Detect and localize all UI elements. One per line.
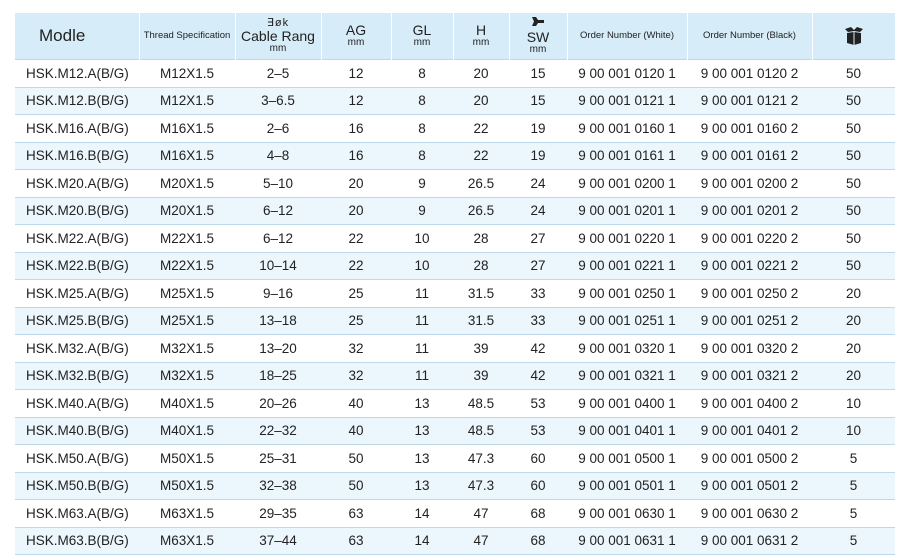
header-row	[15, 13, 895, 60]
cell-thread: M50X1.5	[139, 445, 235, 473]
cell-model: HSK.M22.A(B/G)	[15, 225, 139, 253]
header-model: Modle	[15, 13, 139, 60]
cell-h: 47	[453, 500, 509, 528]
cell-cable-range: 3–6.5	[235, 87, 321, 115]
table-row	[15, 252, 895, 280]
cell-h: 48.5	[453, 417, 509, 445]
cell-order-black: 9 00 001 0201 2	[687, 197, 812, 225]
cell-cable-range: 5–10	[235, 170, 321, 198]
cell-model: HSK.M32.A(B/G)	[15, 335, 139, 363]
cell-ag: 20	[321, 197, 391, 225]
cell-ag: 40	[321, 417, 391, 445]
cell-order-white: 9 00 001 0501 1	[567, 472, 687, 500]
cell-package-qty: 5	[812, 500, 895, 528]
cell-sw: 27	[509, 252, 567, 280]
cell-cable-range: 13–18	[235, 307, 321, 335]
cell-package-qty: 50	[812, 170, 895, 198]
cell-ag: 12	[321, 60, 391, 88]
table-row	[15, 87, 895, 115]
cell-model: HSK.M12.A(B/G)	[15, 60, 139, 88]
cell-model: HSK.M25.A(B/G)	[15, 280, 139, 308]
cell-order-white: 9 00 001 0161 1	[567, 142, 687, 170]
cell-ag: 25	[321, 307, 391, 335]
cell-gl: 13	[391, 390, 453, 418]
cell-order-white: 9 00 001 0500 1	[567, 445, 687, 473]
cell-order-black: 9 00 001 0250 2	[687, 280, 812, 308]
cell-sw: 24	[509, 197, 567, 225]
cell-ag: 32	[321, 362, 391, 390]
cell-h: 47	[453, 527, 509, 555]
cell-sw: 42	[509, 362, 567, 390]
cell-gl: 8	[391, 87, 453, 115]
cell-thread: M16X1.5	[139, 115, 235, 143]
cell-model: HSK.M63.A(B/G)	[15, 500, 139, 528]
cell-order-white: 9 00 001 0200 1	[567, 170, 687, 198]
cell-order-white: 9 00 001 0321 1	[567, 362, 687, 390]
cell-model: HSK.M40.B(B/G)	[15, 417, 139, 445]
cell-model: HSK.M50.A(B/G)	[15, 445, 139, 473]
cell-thread: M22X1.5	[139, 225, 235, 253]
header-sw	[509, 13, 567, 60]
cell-package-qty: 50	[812, 60, 895, 88]
cell-order-white: 9 00 001 0251 1	[567, 307, 687, 335]
cell-ag: 50	[321, 472, 391, 500]
cell-gl: 13	[391, 472, 453, 500]
cell-cable-range: 4–8	[235, 142, 321, 170]
header-sw-unit: mm	[529, 44, 547, 56]
cell-model: HSK.M12.B(B/G)	[15, 87, 139, 115]
cell-h: 48.5	[453, 390, 509, 418]
cell-sw: 33	[509, 307, 567, 335]
cell-sw: 27	[509, 225, 567, 253]
cell-thread: M50X1.5	[139, 472, 235, 500]
cell-order-white: 9 00 001 0401 1	[567, 417, 687, 445]
cell-ag: 12	[321, 87, 391, 115]
header-order-white: Order Number (White)	[567, 13, 687, 60]
cell-thread: M63X1.5	[139, 500, 235, 528]
cell-ag: 20	[321, 170, 391, 198]
cell-gl: 14	[391, 500, 453, 528]
table-row	[15, 527, 895, 555]
cell-package-qty: 5	[812, 445, 895, 473]
cell-ag: 32	[321, 335, 391, 363]
cell-order-white: 9 00 001 0630 1	[567, 500, 687, 528]
cell-order-white: 9 00 001 0400 1	[567, 390, 687, 418]
cell-cable-range: 2–6	[235, 115, 321, 143]
cell-thread: M16X1.5	[139, 142, 235, 170]
table-row	[15, 115, 895, 143]
cell-package-qty: 50	[812, 197, 895, 225]
cell-sw: 68	[509, 527, 567, 555]
cell-gl: 9	[391, 197, 453, 225]
cell-package-qty: 20	[812, 362, 895, 390]
cell-order-black: 9 00 001 0160 2	[687, 115, 812, 143]
cell-order-white: 9 00 001 0121 1	[567, 87, 687, 115]
cell-order-black: 9 00 001 0630 2	[687, 500, 812, 528]
cell-order-black: 9 00 001 0501 2	[687, 472, 812, 500]
cell-order-black: 9 00 001 0161 2	[687, 142, 812, 170]
header-h-label: H	[475, 22, 487, 39]
cell-gl: 14	[391, 527, 453, 555]
spec-table	[15, 13, 895, 555]
cell-thread: M40X1.5	[139, 390, 235, 418]
cell-cable-range: 2–5	[235, 60, 321, 88]
cell-model: HSK.M32.B(B/G)	[15, 362, 139, 390]
cell-thread: M20X1.5	[139, 170, 235, 198]
cell-sw: 68	[509, 500, 567, 528]
cell-gl: 10	[391, 252, 453, 280]
cell-sw: 19	[509, 142, 567, 170]
cell-h: 20	[453, 60, 509, 88]
cell-package-qty: 5	[812, 472, 895, 500]
table-row	[15, 197, 895, 225]
header-ag-unit: mm	[347, 37, 365, 49]
cell-h: 39	[453, 362, 509, 390]
cell-model: HSK.M63.B(B/G)	[15, 527, 139, 555]
cell-sw: 19	[509, 115, 567, 143]
cell-ag: 50	[321, 445, 391, 473]
cell-cable-range: 13–20	[235, 335, 321, 363]
header-ag	[321, 13, 391, 60]
cell-cable-range: 10–14	[235, 252, 321, 280]
cell-sw: 42	[509, 335, 567, 363]
cell-h: 39	[453, 335, 509, 363]
cell-gl: 13	[391, 445, 453, 473]
cell-sw: 60	[509, 445, 567, 473]
cell-thread: M25X1.5	[139, 307, 235, 335]
cell-ag: 25	[321, 280, 391, 308]
cell-thread: M32X1.5	[139, 335, 235, 363]
cell-h: 28	[453, 225, 509, 253]
cell-sw: 53	[509, 390, 567, 418]
header-sw-label: SW	[526, 29, 550, 46]
cell-sw: 33	[509, 280, 567, 308]
cell-cable-range: 9–16	[235, 280, 321, 308]
cell-gl: 9	[391, 170, 453, 198]
cell-cable-range: 20–26	[235, 390, 321, 418]
header-cable-range	[235, 13, 321, 60]
table-row	[15, 417, 895, 445]
cell-thread: M40X1.5	[139, 417, 235, 445]
cell-h: 22	[453, 115, 509, 143]
cell-cable-range: 6–12	[235, 225, 321, 253]
cell-order-black: 9 00 001 0120 2	[687, 60, 812, 88]
cell-package-qty: 50	[812, 115, 895, 143]
cell-gl: 11	[391, 335, 453, 363]
cell-sw: 53	[509, 417, 567, 445]
cell-order-white: 9 00 001 0160 1	[567, 115, 687, 143]
cell-package-qty: 50	[812, 252, 895, 280]
package-box-icon	[813, 26, 896, 46]
cell-package-qty: 20	[812, 280, 895, 308]
cell-order-white: 9 00 001 0250 1	[567, 280, 687, 308]
header-gl	[391, 13, 453, 60]
cell-order-black: 9 00 001 0631 2	[687, 527, 812, 555]
cell-package-qty: 50	[812, 142, 895, 170]
cell-cable-range: 22–32	[235, 417, 321, 445]
cell-order-white: 9 00 001 0201 1	[567, 197, 687, 225]
cell-order-black: 9 00 001 0320 2	[687, 335, 812, 363]
table-row	[15, 390, 895, 418]
cell-h: 28	[453, 252, 509, 280]
cell-order-white: 9 00 001 0221 1	[567, 252, 687, 280]
cell-cable-range: 25–31	[235, 445, 321, 473]
cell-model: HSK.M50.B(B/G)	[15, 472, 139, 500]
cell-order-black: 9 00 001 0221 2	[687, 252, 812, 280]
cell-ag: 16	[321, 142, 391, 170]
cell-package-qty: 20	[812, 307, 895, 335]
cell-model: HSK.M20.A(B/G)	[15, 170, 139, 198]
cell-package-qty: 20	[812, 335, 895, 363]
header-cable-unit: mm	[269, 42, 287, 54]
table-row	[15, 170, 895, 198]
header-thread: Thread Specification	[139, 13, 235, 60]
cell-order-black: 9 00 001 0401 2	[687, 417, 812, 445]
cell-package-qty: 50	[812, 225, 895, 253]
cell-model: HSK.M16.A(B/G)	[15, 115, 139, 143]
header-gl-label: GL	[412, 22, 432, 39]
cell-package-qty: 10	[812, 390, 895, 418]
cell-package-qty: 50	[812, 87, 895, 115]
cell-thread: M25X1.5	[139, 280, 235, 308]
cell-h: 26.5	[453, 197, 509, 225]
cell-h: 22	[453, 142, 509, 170]
header-cable-label: Cable Rang	[241, 28, 315, 45]
header-h-unit: mm	[472, 37, 490, 49]
header-order-black: Order Number (Black)	[687, 13, 812, 60]
table-row	[15, 142, 895, 170]
cell-model: HSK.M20.B(B/G)	[15, 197, 139, 225]
cell-order-black: 9 00 001 0400 2	[687, 390, 812, 418]
cell-model: HSK.M40.A(B/G)	[15, 390, 139, 418]
cell-cable-range: 18–25	[235, 362, 321, 390]
cell-order-black: 9 00 001 0251 2	[687, 307, 812, 335]
cell-thread: M12X1.5	[139, 87, 235, 115]
table-row	[15, 362, 895, 390]
cable-diameter-symbol: ∃øk	[266, 16, 290, 29]
cell-order-white: 9 00 001 0120 1	[567, 60, 687, 88]
cell-cable-range: 37–44	[235, 527, 321, 555]
cell-ag: 63	[321, 527, 391, 555]
cell-sw: 15	[509, 87, 567, 115]
cell-package-qty: 5	[812, 527, 895, 555]
cell-gl: 11	[391, 280, 453, 308]
table-row	[15, 500, 895, 528]
cell-thread: M22X1.5	[139, 252, 235, 280]
cell-h: 31.5	[453, 280, 509, 308]
header-gl-unit: mm	[413, 37, 431, 49]
table-row	[15, 472, 895, 500]
cell-model: HSK.M25.B(B/G)	[15, 307, 139, 335]
table-row	[15, 445, 895, 473]
cell-package-qty: 10	[812, 417, 895, 445]
cell-gl: 11	[391, 362, 453, 390]
cell-h: 26.5	[453, 170, 509, 198]
cell-order-white: 9 00 001 0631 1	[567, 527, 687, 555]
table-body	[15, 60, 895, 555]
cell-sw: 15	[509, 60, 567, 88]
cell-order-black: 9 00 001 0220 2	[687, 225, 812, 253]
header-package	[812, 13, 895, 60]
cell-order-white: 9 00 001 0220 1	[567, 225, 687, 253]
cell-h: 47.3	[453, 472, 509, 500]
table-row	[15, 307, 895, 335]
wrench-icon	[510, 16, 567, 30]
cell-order-black: 9 00 001 0200 2	[687, 170, 812, 198]
cell-gl: 8	[391, 60, 453, 88]
cell-gl: 11	[391, 307, 453, 335]
cell-order-black: 9 00 001 0500 2	[687, 445, 812, 473]
header-ag-label: AG	[345, 22, 367, 39]
cell-model: HSK.M16.B(B/G)	[15, 142, 139, 170]
cell-ag: 16	[321, 115, 391, 143]
cell-cable-range: 6–12	[235, 197, 321, 225]
cell-h: 20	[453, 87, 509, 115]
table-header	[15, 13, 895, 60]
cell-ag: 63	[321, 500, 391, 528]
cell-ag: 22	[321, 225, 391, 253]
cell-thread: M12X1.5	[139, 60, 235, 88]
cell-gl: 13	[391, 417, 453, 445]
cell-thread: M20X1.5	[139, 197, 235, 225]
cell-order-black: 9 00 001 0121 2	[687, 87, 812, 115]
cell-cable-range: 29–35	[235, 500, 321, 528]
table-row	[15, 280, 895, 308]
cell-cable-range: 32–38	[235, 472, 321, 500]
table-row	[15, 60, 895, 88]
cell-gl: 8	[391, 142, 453, 170]
cell-order-white: 9 00 001 0320 1	[567, 335, 687, 363]
table-row	[15, 335, 895, 363]
table-row	[15, 225, 895, 253]
cell-ag: 40	[321, 390, 391, 418]
cell-gl: 10	[391, 225, 453, 253]
cell-gl: 8	[391, 115, 453, 143]
cell-thread: M63X1.5	[139, 527, 235, 555]
cell-ag: 22	[321, 252, 391, 280]
cell-thread: M32X1.5	[139, 362, 235, 390]
cell-sw: 60	[509, 472, 567, 500]
cell-order-black: 9 00 001 0321 2	[687, 362, 812, 390]
cell-model: HSK.M22.B(B/G)	[15, 252, 139, 280]
cell-h: 31.5	[453, 307, 509, 335]
cell-sw: 24	[509, 170, 567, 198]
header-h	[453, 13, 509, 60]
cell-h: 47.3	[453, 445, 509, 473]
